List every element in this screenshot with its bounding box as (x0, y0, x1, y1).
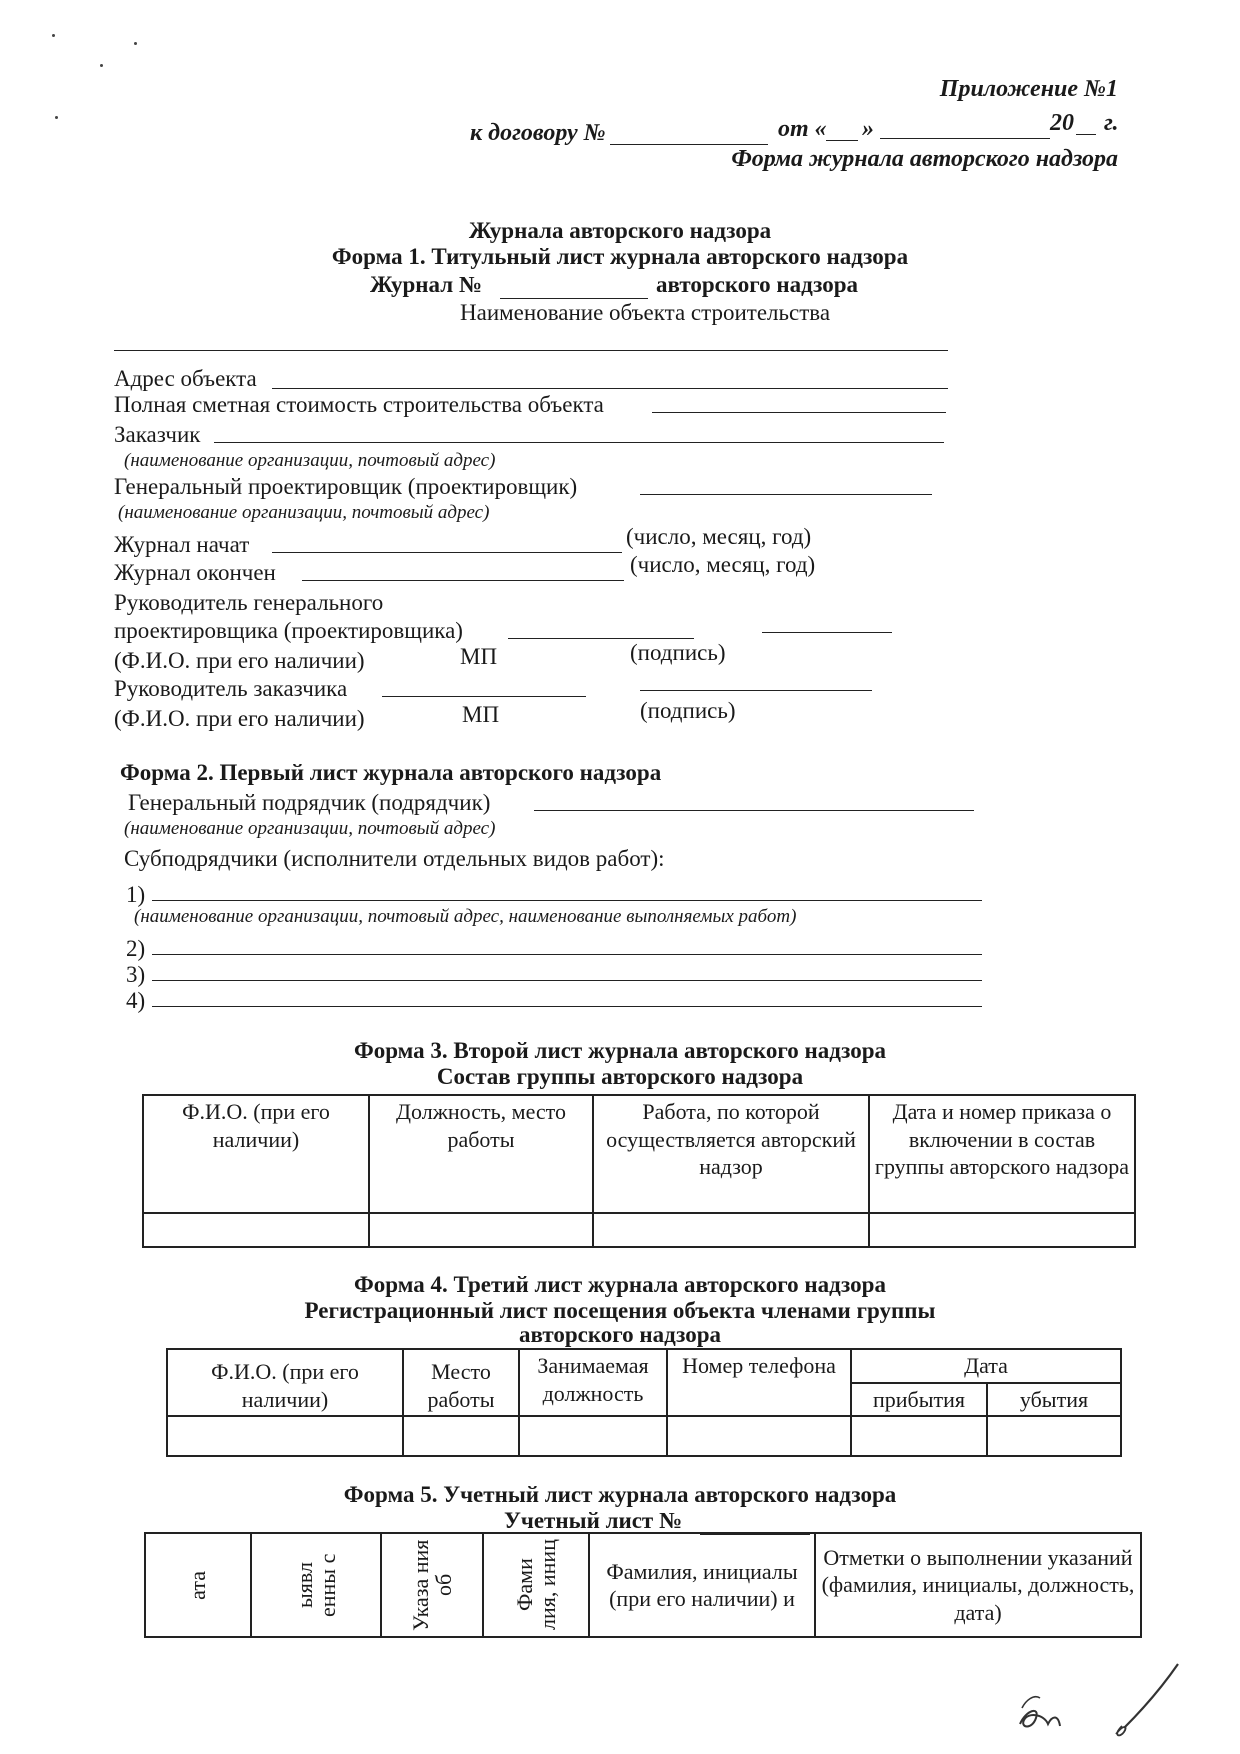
form4-col-date: Дата (851, 1349, 1121, 1383)
contractor-hint: (наименование организации, почтовый адрес) (124, 818, 496, 839)
form4-title: Форма 4. Третий лист журнала авторского надзора (354, 1272, 886, 1297)
form5-col-fio: Фамилия, инициалы (при его наличии) и (589, 1533, 815, 1637)
contract-year-line[interactable] (1076, 134, 1096, 135)
subcontractor-item-1-line[interactable] (152, 900, 982, 901)
form4-cell-position[interactable] (519, 1416, 667, 1456)
contract-quote-close: » (862, 116, 874, 142)
subcontractor-item-4-line[interactable] (152, 1006, 982, 1007)
contract-month-line[interactable] (880, 138, 1050, 139)
started-date-hint: (число, месяц, год) (626, 524, 812, 549)
subcontractors-label: Субподрядчики (исполнители отдельных видов работ): (124, 846, 665, 871)
customer-head-signature-hint: (подпись) (640, 698, 736, 723)
form3-cell-work[interactable] (593, 1213, 869, 1247)
designer-line[interactable] (640, 494, 932, 495)
designer-head-signature-line[interactable] (762, 632, 892, 633)
form5-title: Форма 5. Учетный лист журнала авторского надзора (343, 1482, 897, 1507)
customer-head-fio-label: (Ф.И.О. при его наличии) (114, 706, 365, 731)
subcontractor-item-3-number: 3) (126, 962, 146, 987)
cost-line[interactable] (652, 412, 946, 413)
designer-head-label-1: Руководитель генерального (114, 590, 384, 615)
form5-table (144, 1532, 1142, 1638)
object-name-line[interactable] (114, 350, 948, 351)
form5-col-found (251, 1533, 381, 1637)
form4-subtitle-2: авторского надзора (519, 1322, 721, 1347)
ended-label: Журнал окончен (114, 560, 276, 585)
form5-col-marks: Отметки о выполнении указаний (фамилия, инициалы, должность, дата) (815, 1533, 1141, 1637)
form4-cell-workplace[interactable] (403, 1416, 519, 1456)
form3-col-order: Дата и номер приказа о включении в состав группы авторского надзора (869, 1095, 1135, 1213)
ended-date-hint: (число, месяц, год) (630, 552, 816, 577)
form5-col-date-text: ата (185, 1570, 211, 1600)
form5-col-instructions-text: Указа ния об (407, 1539, 456, 1631)
contractor-line[interactable] (534, 810, 974, 811)
contract-year-suffix: г. (1104, 110, 1119, 136)
form3-cell-position[interactable] (369, 1213, 593, 1247)
form3-table (142, 1094, 1136, 1248)
subcontractor-item-hint: (наименование организации, почтовый адрес, наименование выполняемых работ) (134, 906, 797, 927)
designer-label: Генеральный проектировщик (проектировщик) (114, 474, 578, 499)
form3-subtitle: Состав группы авторского надзора (436, 1064, 804, 1089)
journal-number-line[interactable] (500, 298, 648, 299)
journal-number-prefix: Журнал № (370, 272, 483, 297)
customer-head-seal: МП (462, 702, 500, 727)
form4-cell-arrival[interactable] (851, 1416, 987, 1456)
form3-cell-fio[interactable] (143, 1213, 369, 1247)
customer-label: Заказчик (114, 422, 201, 447)
contract-day-line[interactable] (826, 140, 858, 141)
form3-col-work: Работа, по которой осуществляется авторский надзор (593, 1095, 869, 1213)
scan-speck (100, 64, 103, 67)
object-name-label: Наименование объекта строительства (460, 300, 831, 325)
form5-col-surname (483, 1533, 589, 1637)
form5-col-date (145, 1533, 251, 1637)
contract-number-line[interactable] (610, 144, 768, 145)
form4-col-workplace: Место работы (403, 1349, 519, 1416)
form4-col-arrival: прибытия (851, 1383, 987, 1417)
form2-title: Форма 2. Первый лист журнала авторского надзора (120, 760, 662, 785)
form3-title: Форма 3. Второй лист журнала авторского надзора (353, 1038, 887, 1063)
scan-speck (134, 42, 137, 45)
scan-speck (55, 116, 58, 119)
customer-line[interactable] (214, 442, 944, 443)
customer-hint: (наименование организации, почтовый адрес) (124, 450, 496, 471)
form3-cell-order[interactable] (869, 1213, 1135, 1247)
form4-col-fio: Ф.И.О. (при его наличии) (167, 1349, 403, 1416)
contractor-label: Генеральный подрядчик (подрядчик) (128, 790, 491, 815)
form5-col-surname-text: Фами лия, иниц (511, 1539, 560, 1631)
form4-subtitle-1: Регистрационный лист посещения объекта членами группы (304, 1298, 936, 1323)
started-label: Журнал начат (114, 532, 250, 557)
address-label: Адрес объекта (114, 366, 257, 391)
address-line[interactable] (272, 388, 948, 389)
started-line[interactable] (272, 552, 622, 553)
form4-col-position: Занимаемая должность (519, 1349, 667, 1416)
form4-cell-fio[interactable] (167, 1416, 403, 1456)
form4-table (166, 1348, 1122, 1457)
subcontractor-item-4-number: 4) (126, 988, 146, 1013)
form3-col-fio: Ф.И.О. (при его наличии) (143, 1095, 369, 1213)
designer-hint: (наименование организации, почтовый адрес) (118, 502, 490, 523)
form3-col-position: Должность, место работы (369, 1095, 593, 1213)
designer-head-signature-hint: (подпись) (630, 640, 726, 665)
contract-prefix: к договору № (470, 120, 606, 146)
form-caption: Форма журнала авторского надзора (731, 146, 1118, 172)
journal-number-suffix: авторского надзора (656, 272, 858, 297)
ended-line[interactable] (302, 580, 624, 581)
form5-subtitle: Учетный лист № (504, 1508, 683, 1533)
contract-year-prefix: 20 (1050, 110, 1074, 136)
form1-title: Форма 1. Титульный лист журнала авторского надзора (331, 244, 909, 269)
journal-title: Журнала авторского надзора (468, 218, 772, 243)
form5-col-found-text: ыявл енны с (291, 1553, 340, 1617)
form5-col-instructions (381, 1533, 483, 1637)
scan-speck (52, 34, 55, 37)
designer-head-label-2: проектировщика (проектировщика) (114, 618, 463, 643)
subcontractor-item-2-number: 2) (126, 936, 146, 961)
handwritten-signature (1000, 1654, 1190, 1744)
designer-head-fio-label: (Ф.И.О. при его наличии) (114, 648, 365, 673)
customer-head-signature-line[interactable] (640, 690, 872, 691)
form4-cell-phone[interactable] (667, 1416, 851, 1456)
appendix-label: Приложение №1 (939, 76, 1118, 102)
contract-from: от « (778, 116, 827, 142)
form4-cell-departure[interactable] (987, 1416, 1121, 1456)
form4-col-departure: убытия (987, 1383, 1121, 1417)
customer-head-name-line[interactable] (382, 696, 586, 697)
form4-col-phone: Номер телефона (667, 1349, 851, 1416)
cost-label: Полная сметная стоимость строительства объекта (114, 392, 604, 417)
subcontractor-item-2-line[interactable] (152, 954, 982, 955)
designer-head-name-line[interactable] (508, 638, 694, 639)
subcontractor-item-1-number: 1) (126, 882, 146, 907)
designer-head-seal: МП (460, 644, 498, 669)
customer-head-label: Руководитель заказчика (114, 676, 348, 701)
subcontractor-item-3-line[interactable] (152, 980, 982, 981)
